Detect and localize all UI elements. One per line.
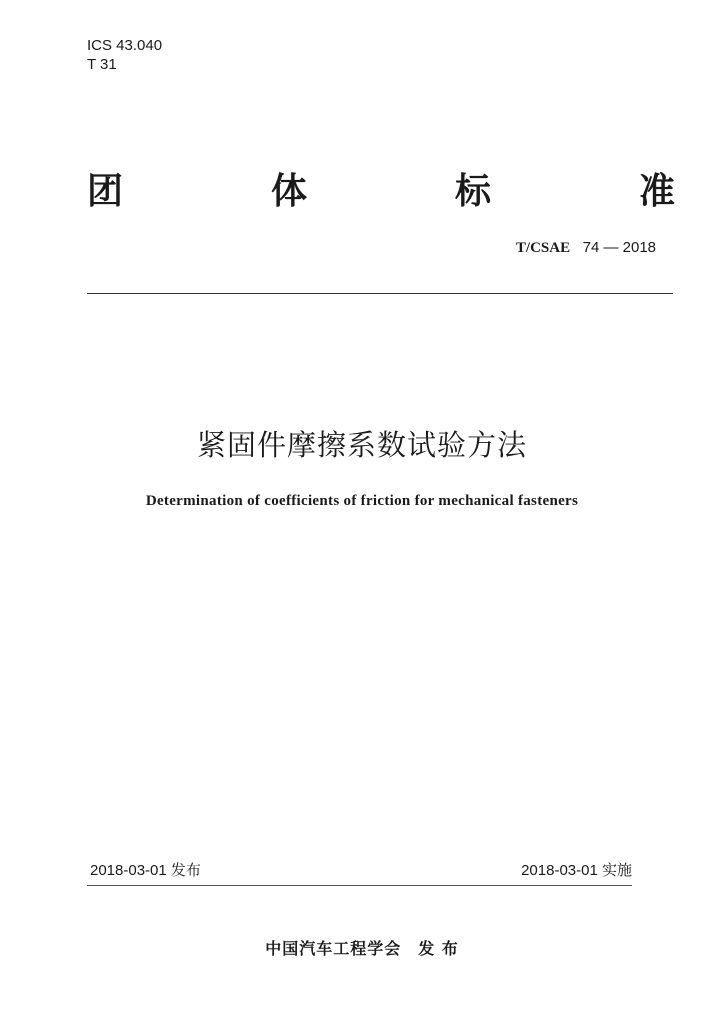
banner-char-3: 标 [454, 170, 491, 212]
document-title-english: Determination of coefficients of friction for mechanical fasteners [145, 493, 579, 509]
document-title-chinese: 紧固件摩擦系数试验方法 [196, 428, 527, 462]
standard-number [516, 238, 656, 258]
banner-char-1: 团 [87, 170, 124, 212]
banner-char-2: 体 [270, 170, 307, 212]
standard-type-banner [87, 168, 675, 214]
implementation-date: 2018-03-01 实施 [521, 862, 632, 879]
ccs-code: T 31 [87, 56, 117, 73]
classification-block [87, 36, 162, 74]
footer-divider [87, 885, 632, 886]
ics-code: ICS 43.040 [87, 37, 163, 54]
issue-date: 2018-03-01 发布 [90, 862, 201, 879]
banner-char-4: 准 [638, 170, 675, 212]
standard-code: T/CSAE [515, 240, 571, 256]
publisher: 中国汽车工程学会 发 布 [265, 939, 459, 958]
header-divider [87, 293, 673, 294]
standard-year-number: 74 — 2018 [582, 239, 656, 256]
